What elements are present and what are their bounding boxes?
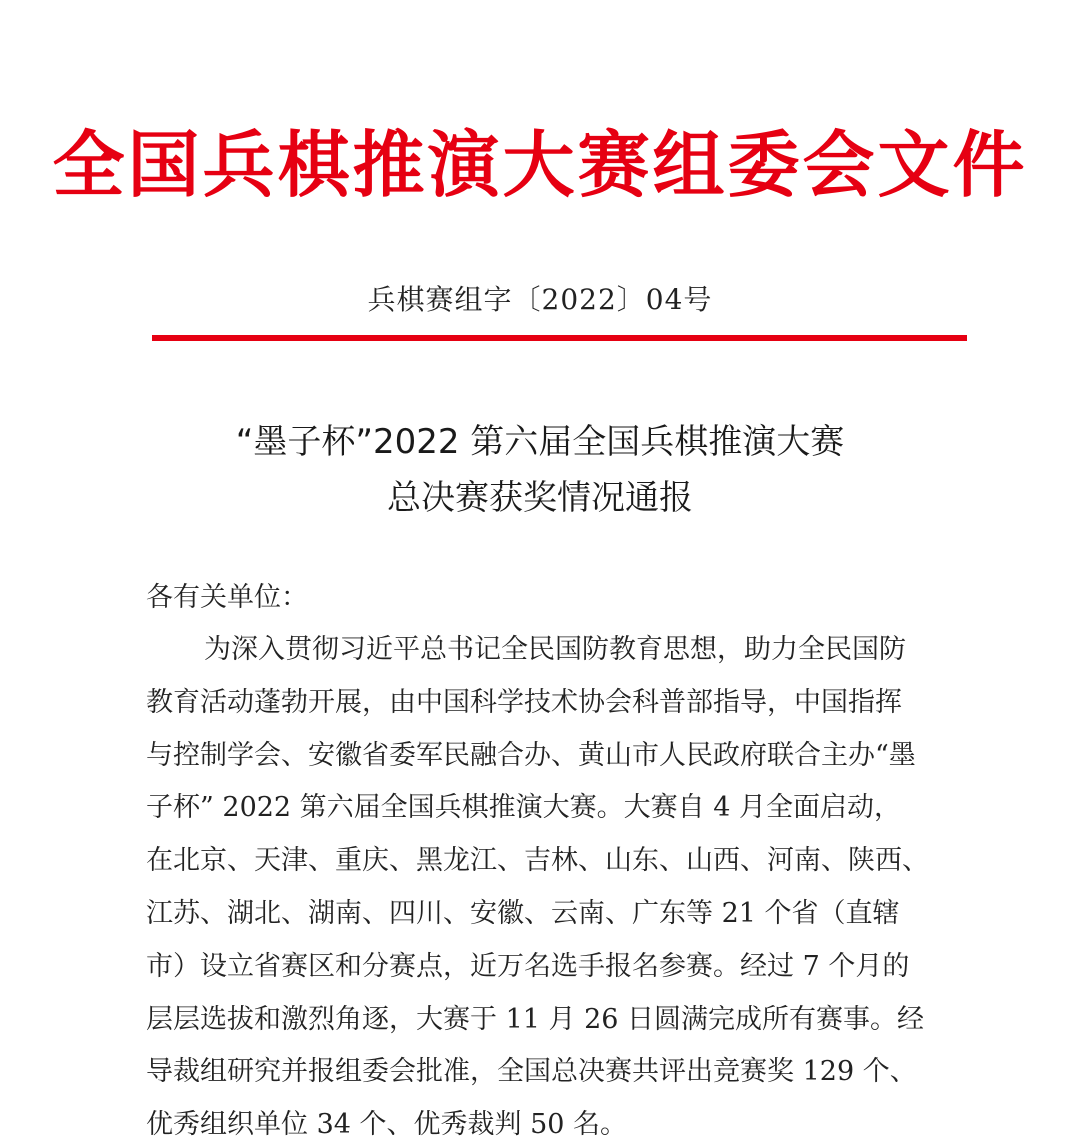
body-line: 教育活动蓬勃开展，由中国科学技术协会科普部指导，中国指挥 <box>146 686 902 718</box>
body-line: 层层选拔和激烈角逐，大赛于 11 月 26 日圆满完成所有赛事。经 <box>146 1003 925 1035</box>
red-divider-rule <box>152 335 967 341</box>
document-title-line-1: “墨子杯”2022 第六届全国兵棋推演大赛 <box>235 422 845 462</box>
body-line: 与控制学会、安徽省委军民融合办、黄山市人民政府联合主办“墨 <box>146 739 916 771</box>
document-title-line-2: 总决赛获奖情况通报 <box>387 478 693 518</box>
body-line: 在北京、天津、重庆、黑龙江、吉林、山东、山西、河南、陕西、 <box>146 845 929 877</box>
body-paragraph <box>146 624 929 1137</box>
body-line: 优秀组织单位 34 个、优秀裁判 50 名。 <box>146 1109 628 1137</box>
body-line: 江苏、湖北、湖南、四川、安徽、云南、广东等 21 个省（直辖 <box>146 897 900 929</box>
body-line: 子杯” 2022 第六届全国兵棋推演大赛。大赛自 4 月全面启动， <box>146 792 902 824</box>
document-number: 兵棋赛组字〔2022〕04号 <box>367 283 713 316</box>
body-line: 市）设立省赛区和分赛点，近万名选手报名参赛。经过 7 个月的 <box>146 950 910 982</box>
document-header-title: 全国兵棋推演大赛组委会文件 <box>52 122 1028 207</box>
document-title <box>0 414 1080 526</box>
body-line: 导裁组研究并报组委会批准，全国总决赛共评出竞赛奖 129 个、 <box>146 1056 917 1088</box>
body-line: 为深入贯彻习近平总书记全民国防教育思想，助力全民国防 <box>204 634 906 665</box>
salutation: 各有关单位： <box>146 582 308 613</box>
